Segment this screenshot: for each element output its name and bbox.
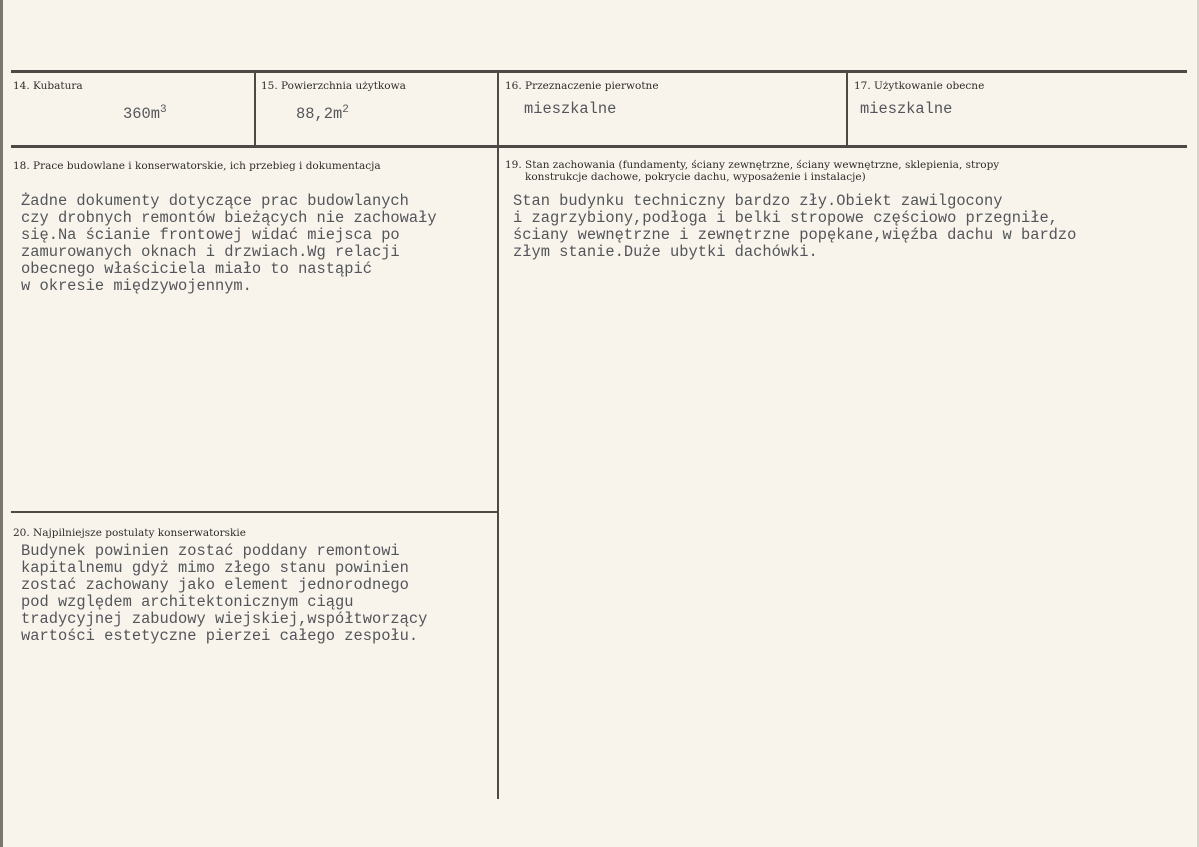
field-19-line: ściany wewnętrzne i zewnętrzne popękane,więźba dachu w bardzo [513, 226, 1077, 244]
field-19-label-line1: 19. Stan zachowania (fundamenty, ściany zewnętrzne, ściany wewnętrzne, sklepienia, stropy [505, 159, 1000, 171]
field-14-exponent: 3 [159, 104, 167, 116]
field-20-line: pod względem architektonicznym ciągu [21, 593, 354, 611]
field-20-line: zostać zachowany jako element jednorodnego [21, 576, 409, 594]
field-19-line: i zagrzybiony,podłoga i belki stropowe częściowo przegniłe, [513, 209, 1058, 227]
field-20-line: kapitalnemu gdyż mimo złego stanu powinien [21, 559, 409, 577]
field-20-line: Budynek powinien zostać poddany remontowi [21, 542, 400, 560]
field-17-label: 17. Użytkowanie obecne [854, 80, 985, 92]
field-15-value [296, 106, 349, 124]
divider-14-15 [254, 73, 256, 146]
field-14-value [123, 106, 167, 124]
field-15-number: 88,2m [296, 105, 343, 123]
field-20-line: tradycyjnej zabudowy wiejskiej,współtworzący [21, 610, 428, 628]
field-18-line: Żadne dokumenty dotyczące prac budowlanych [21, 192, 409, 210]
field-16-value: mieszkalne [524, 100, 617, 118]
divider-15-16 [497, 73, 499, 799]
field-15-exponent: 2 [342, 104, 349, 116]
field-19-line: złym stanie.Duże ubytki dachówki. [513, 243, 818, 261]
field-14-label: 14. Kubatura [13, 80, 83, 92]
divider-16-17 [846, 73, 848, 146]
field-19-label-line2: konstrukcje dachowe, pokrycie dachu, wyposażenie i instalacje) [525, 171, 866, 183]
field-16-label: 16. Przeznaczenie pierwotne [505, 80, 659, 92]
field-18-line: obecnego właściciela miało to nastąpić [21, 260, 372, 278]
mid-rule [11, 145, 1187, 148]
field-18-label: 18. Prace budowlane i konserwatorskie, ich przebieg i dokumentacja [13, 160, 381, 172]
field-17-value: mieszkalne [860, 100, 953, 118]
field-18-line: czy drobnych remontów bieżących nie zachowały [21, 209, 437, 227]
field-20-line: wartości estetyczne pierzei całego zespołu. [21, 627, 419, 645]
field20-rule [11, 511, 498, 513]
field-18-line: zamurowanych oknach i drzwiach.Wg relacji [21, 243, 400, 261]
field-18-line: w okresie międzywojennym. [21, 277, 252, 295]
field-19-line: Stan budynku techniczny bardzo zły.Obiekt zawilgocony [513, 192, 1003, 210]
field-18-line: się.Na ścianie frontowej widać miejsca po [21, 226, 400, 244]
field-15-label: 15. Powierzchnia użytkowa [261, 80, 406, 92]
top-rule [11, 70, 1187, 73]
field-20-label: 20. Najpilniejsze postulaty konserwatorskie [13, 527, 246, 539]
field-14-number: 360m [123, 105, 160, 123]
